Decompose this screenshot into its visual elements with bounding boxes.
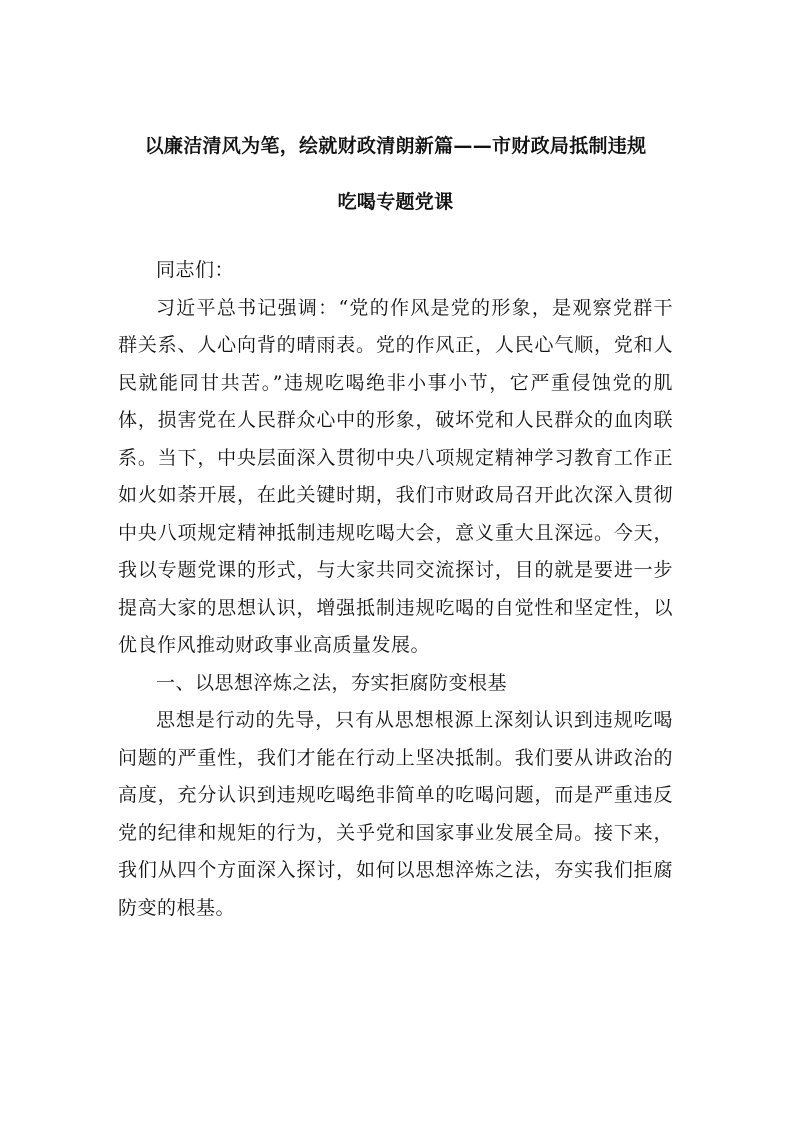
title-line-2: 吃喝专题党课 [337,191,454,213]
document-body [118,252,673,927]
greeting: 同志们： [156,259,235,281]
title-line-1: 以廉洁清风为笔，绘就财政清朗新篇——市财政局抵制违规 [144,135,647,157]
document-title [118,118,673,230]
section-heading-1: 一、以思想淬炼之法，夯实拒腐防变根基 [156,671,508,694]
paragraph-intro: 习近平总书记强调：“党的作风是党的形象，是观察党群干群关系、人心向背的晴雨表。党的作风正，人民心气顺，党和人民就能同甘共苦。”违规吃喝绝非小事小节，它严重侵蚀党的肌体，损害党在人民群众心中的形象，破坏党和人民群众的血肉联系。当下，中央层面深入贯彻中央八项规定精神学习教育工作正如火如荼开展，在此关键时期，我们市财政局召开此次深入贯彻中央八项规定精神抵制违规吃喝大会，意义重大且深远。今天，我以专题党课的形式，与大家共同交流探讨，目的就是要进一步提高大家的思想认识，增强抵制违规吃喝的自觉性和坚定性，以优良作风推动财政事业高质量发展。 [118,296,673,656]
paragraph-section-1: 思想是行动的先导，只有从思想根源上深刻认识到违规吃喝问题的严重性，我们才能在行动上坚决抵制。我们要从讲政治的高度，充分认识到违规吃喝绝非简单的吃喝问题，而是严重违反党的纪律和规矩的行为，关乎党和国家事业发展全局。接下来，我们从四个方面深入探讨，如何以思想淬炼之法，夯实我们拒腐防变的根基。 [118,709,673,919]
